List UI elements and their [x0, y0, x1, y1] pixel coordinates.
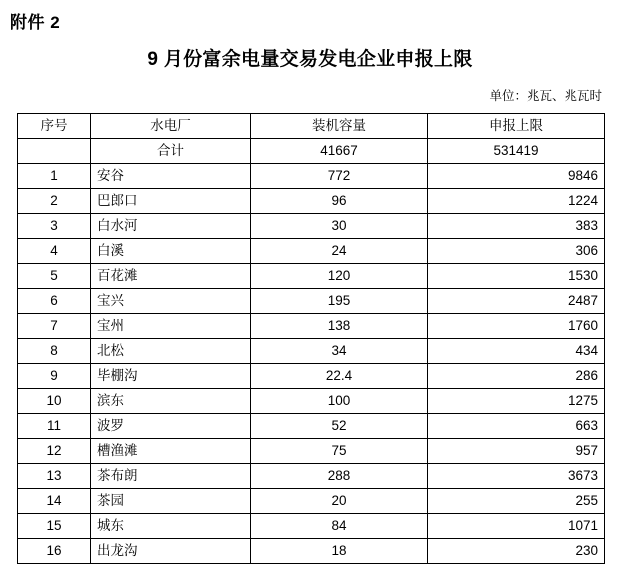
row-plant-name-cell: 巴郎口: [91, 189, 251, 214]
row-limit-cell: 255: [428, 489, 605, 514]
row-plant-name-cell: 滨东: [91, 389, 251, 414]
row-plant-name-cell: 白水河: [91, 214, 251, 239]
column-header-capacity: 装机容量: [251, 114, 428, 139]
row-index-cell: 15: [18, 514, 91, 539]
row-capacity-cell: 22.4: [251, 364, 428, 389]
table-row: [18, 489, 605, 514]
row-capacity-cell: 288: [251, 464, 428, 489]
declaration-limit-table: [17, 113, 605, 564]
row-plant-name-cell: 白溪: [91, 239, 251, 264]
row-limit-cell: 3673: [428, 464, 605, 489]
row-plant-name-cell: 安谷: [91, 164, 251, 189]
row-capacity-cell: 34: [251, 339, 428, 364]
row-plant-name-cell: 茶布朗: [91, 464, 251, 489]
row-limit-cell: 434: [428, 339, 605, 364]
row-capacity-cell: 96: [251, 189, 428, 214]
row-index-cell: 16: [18, 539, 91, 564]
row-index-cell: 14: [18, 489, 91, 514]
row-index-cell: 5: [18, 264, 91, 289]
row-capacity-cell: 18: [251, 539, 428, 564]
row-capacity-cell: 138: [251, 314, 428, 339]
table-row: [18, 264, 605, 289]
row-index-cell: 7: [18, 314, 91, 339]
table-row: [18, 414, 605, 439]
row-plant-name-cell: 北松: [91, 339, 251, 364]
row-index-cell: 1: [18, 164, 91, 189]
total-limit-cell: 531419: [428, 139, 605, 164]
row-limit-cell: 1275: [428, 389, 605, 414]
row-capacity-cell: 84: [251, 514, 428, 539]
total-capacity-cell: 41667: [251, 139, 428, 164]
row-index-cell: 8: [18, 339, 91, 364]
row-capacity-cell: 772: [251, 164, 428, 189]
row-capacity-cell: 24: [251, 239, 428, 264]
row-limit-cell: 286: [428, 364, 605, 389]
table-row: [18, 389, 605, 414]
total-label-cell: 合计: [91, 139, 251, 164]
row-index-cell: 3: [18, 214, 91, 239]
row-index-cell: 11: [18, 414, 91, 439]
row-index-cell: 10: [18, 389, 91, 414]
row-limit-cell: 230: [428, 539, 605, 564]
row-index-cell: 2: [18, 189, 91, 214]
table-row: [18, 214, 605, 239]
table-row: [18, 439, 605, 464]
column-header-plant: 水电厂: [91, 114, 251, 139]
row-limit-cell: 2487: [428, 289, 605, 314]
row-capacity-cell: 195: [251, 289, 428, 314]
table-row: [18, 289, 605, 314]
row-limit-cell: 1071: [428, 514, 605, 539]
row-capacity-cell: 20: [251, 489, 428, 514]
row-plant-name-cell: 茶园: [91, 489, 251, 514]
row-limit-cell: 306: [428, 239, 605, 264]
row-index-cell: 6: [18, 289, 91, 314]
row-limit-cell: 957: [428, 439, 605, 464]
table-row: [18, 364, 605, 389]
row-plant-name-cell: 宝兴: [91, 289, 251, 314]
row-plant-name-cell: 百花滩: [91, 264, 251, 289]
table-row: [18, 339, 605, 364]
table-total-row: [18, 139, 605, 164]
attachment-label: 附件 2: [10, 13, 61, 32]
table-row: [18, 314, 605, 339]
row-limit-cell: 1760: [428, 314, 605, 339]
row-capacity-cell: 75: [251, 439, 428, 464]
row-plant-name-cell: 宝州: [91, 314, 251, 339]
row-index-cell: 4: [18, 239, 91, 264]
row-limit-cell: 1224: [428, 189, 605, 214]
table-row: [18, 189, 605, 214]
column-header-limit: 申报上限: [428, 114, 605, 139]
row-limit-cell: 663: [428, 414, 605, 439]
row-capacity-cell: 52: [251, 414, 428, 439]
row-capacity-cell: 120: [251, 264, 428, 289]
table-row: [18, 539, 605, 564]
table-row: [18, 464, 605, 489]
row-limit-cell: 383: [428, 214, 605, 239]
column-header-index: 序号: [18, 114, 91, 139]
table-row: [18, 164, 605, 189]
row-index-cell: 9: [18, 364, 91, 389]
row-capacity-cell: 100: [251, 389, 428, 414]
unit-note: 单位：兆瓦、兆瓦时: [489, 89, 602, 103]
row-plant-name-cell: 槽渔滩: [91, 439, 251, 464]
row-plant-name-cell: 波罗: [91, 414, 251, 439]
row-plant-name-cell: 毕棚沟: [91, 364, 251, 389]
row-capacity-cell: 30: [251, 214, 428, 239]
row-plant-name-cell: 城东: [91, 514, 251, 539]
row-index-cell: 12: [18, 439, 91, 464]
table-row: [18, 514, 605, 539]
total-index-cell: [18, 139, 91, 164]
row-limit-cell: 9846: [428, 164, 605, 189]
row-plant-name-cell: 出龙沟: [91, 539, 251, 564]
row-limit-cell: 1530: [428, 264, 605, 289]
row-index-cell: 13: [18, 464, 91, 489]
table-row: [18, 239, 605, 264]
page-title: 9 月份富余电量交易发电企业申报上限: [147, 49, 473, 70]
table-header-row: [18, 114, 605, 139]
